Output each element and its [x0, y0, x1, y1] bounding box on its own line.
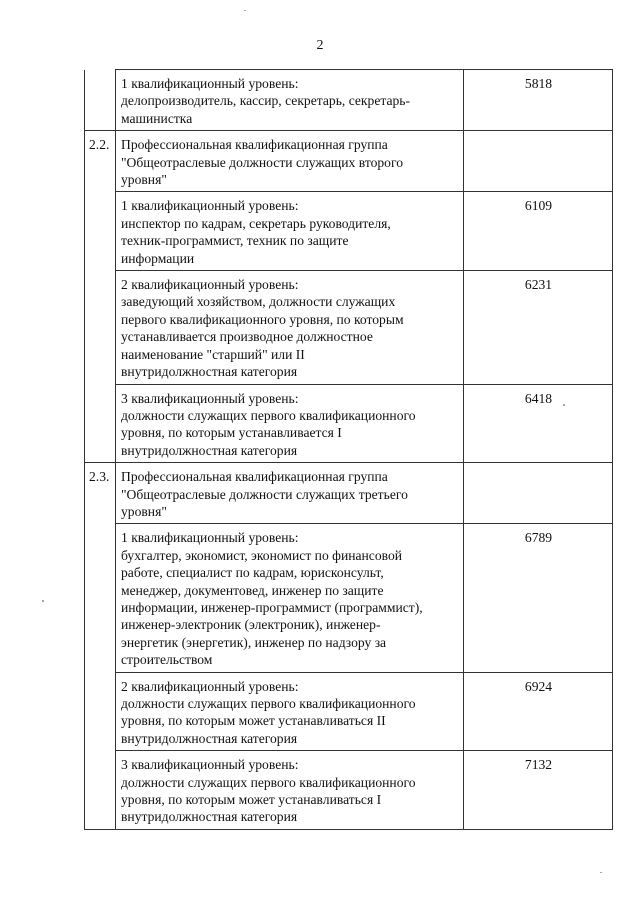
description-line: 3 квалификационный уровень: — [121, 390, 299, 406]
description-line: должности служащих первого квалификационного — [121, 407, 416, 423]
row-number — [85, 70, 116, 131]
description-line: внутридолжностная категория — [121, 730, 298, 746]
table-row — [85, 672, 613, 751]
description-line: инженер-электроник (электроник), инженер- — [121, 617, 381, 633]
row-number — [85, 672, 116, 751]
row-number — [85, 384, 116, 463]
row-value — [464, 131, 613, 192]
description-line: "Общеотраслевые должности служащих второго — [121, 154, 404, 170]
description-line: делопроизводитель, кассир, секретарь, секретарь- — [121, 93, 411, 109]
row-value: 6924 — [464, 672, 613, 751]
table-row — [85, 384, 613, 463]
description-line: 1 квалификационный уровень: — [121, 198, 299, 214]
row-number — [85, 192, 116, 271]
table-row — [85, 271, 613, 384]
description-line: наименование "старший" или II — [121, 346, 305, 362]
row-number — [85, 271, 116, 384]
scan-speck — [600, 872, 602, 873]
description-line: уровня" — [121, 172, 167, 188]
row-description — [116, 672, 464, 751]
table-row — [85, 751, 613, 830]
description-line: уровня, по которым может устанавливаться II — [121, 713, 386, 729]
row-value: 6789 — [464, 524, 613, 672]
salary-table — [84, 69, 613, 830]
row-description — [116, 271, 464, 384]
description-line: внутридолжностная категория — [121, 364, 298, 380]
description-line: 2 квалификационный уровень: — [121, 277, 299, 293]
description-line: внутридолжностная категория — [121, 809, 298, 825]
description-line: заведующий хозяйством, должности служащих — [121, 294, 396, 310]
table-row — [85, 70, 613, 131]
row-number — [85, 751, 116, 830]
row-description — [116, 192, 464, 271]
row-description — [116, 70, 464, 131]
description-line: менеджер, документовед, инженер по защите — [121, 582, 384, 598]
description-line: должности служащих первого квалификационного — [121, 696, 416, 711]
description-line: должности служащих первого квалификационного — [121, 774, 416, 790]
row-description — [116, 751, 464, 830]
description-line: работе, специалист по кадрам, юрисконсульт, — [121, 565, 384, 581]
description-line: первого квалификационного уровня, по которым — [121, 311, 404, 327]
scan-speck — [244, 10, 246, 11]
row-description — [116, 384, 464, 463]
description-line: информации, инженер-программист (программист), — [121, 599, 423, 615]
description-line: 1 квалификационный уровень: — [121, 530, 299, 546]
row-number: 2.2. — [85, 131, 116, 192]
description-line: бухгалтер, экономист, экономист по финансовой — [121, 547, 403, 563]
row-description — [116, 524, 464, 672]
row-number — [85, 524, 116, 672]
row-description — [116, 463, 464, 524]
table-row — [85, 192, 613, 271]
row-value: 6418 — [464, 384, 613, 463]
scan-speck — [563, 404, 565, 406]
description-line: уровня" — [121, 503, 167, 519]
page-number: 2 — [316, 38, 324, 53]
description-line: машинистка — [121, 110, 193, 126]
table-row — [85, 463, 613, 524]
table-row — [85, 131, 613, 192]
description-line: устанавливается производное должностное — [121, 329, 373, 345]
description-line: инспектор по кадрам, секретарь руководителя, — [121, 215, 391, 231]
description-line: Профессиональная квалификационная группа — [121, 469, 388, 485]
row-value — [464, 463, 613, 524]
row-value: 5818 — [464, 70, 613, 131]
description-line: строительством — [121, 652, 213, 668]
table-row — [85, 524, 613, 672]
scan-speck — [42, 600, 44, 602]
row-description — [116, 131, 464, 192]
description-line: 2 квалификационный уровень: — [121, 678, 299, 694]
description-line: 3 квалификационный уровень: — [121, 757, 299, 773]
description-line: энергетик (энергетик), инженер по надзору за — [121, 634, 387, 650]
description-line: уровня, по которым может устанавливаться I — [121, 792, 382, 808]
description-line: "Общеотраслевые должности служащих третьего — [121, 486, 408, 502]
row-value: 6109 — [464, 192, 613, 271]
description-line: техник-программист, техник по защите — [121, 233, 349, 249]
description-line: Профессиональная квалификационная группа — [121, 137, 388, 153]
row-value: 7132 — [464, 751, 613, 830]
description-line: уровня, по которым устанавливается I — [121, 425, 342, 441]
description-line: 1 квалификационный уровень: — [121, 76, 299, 91]
row-value: 6231 — [464, 271, 613, 384]
description-line: информации — [121, 250, 195, 266]
row-number: 2.3. — [85, 463, 116, 524]
description-line: внутридолжностная категория — [121, 442, 298, 458]
